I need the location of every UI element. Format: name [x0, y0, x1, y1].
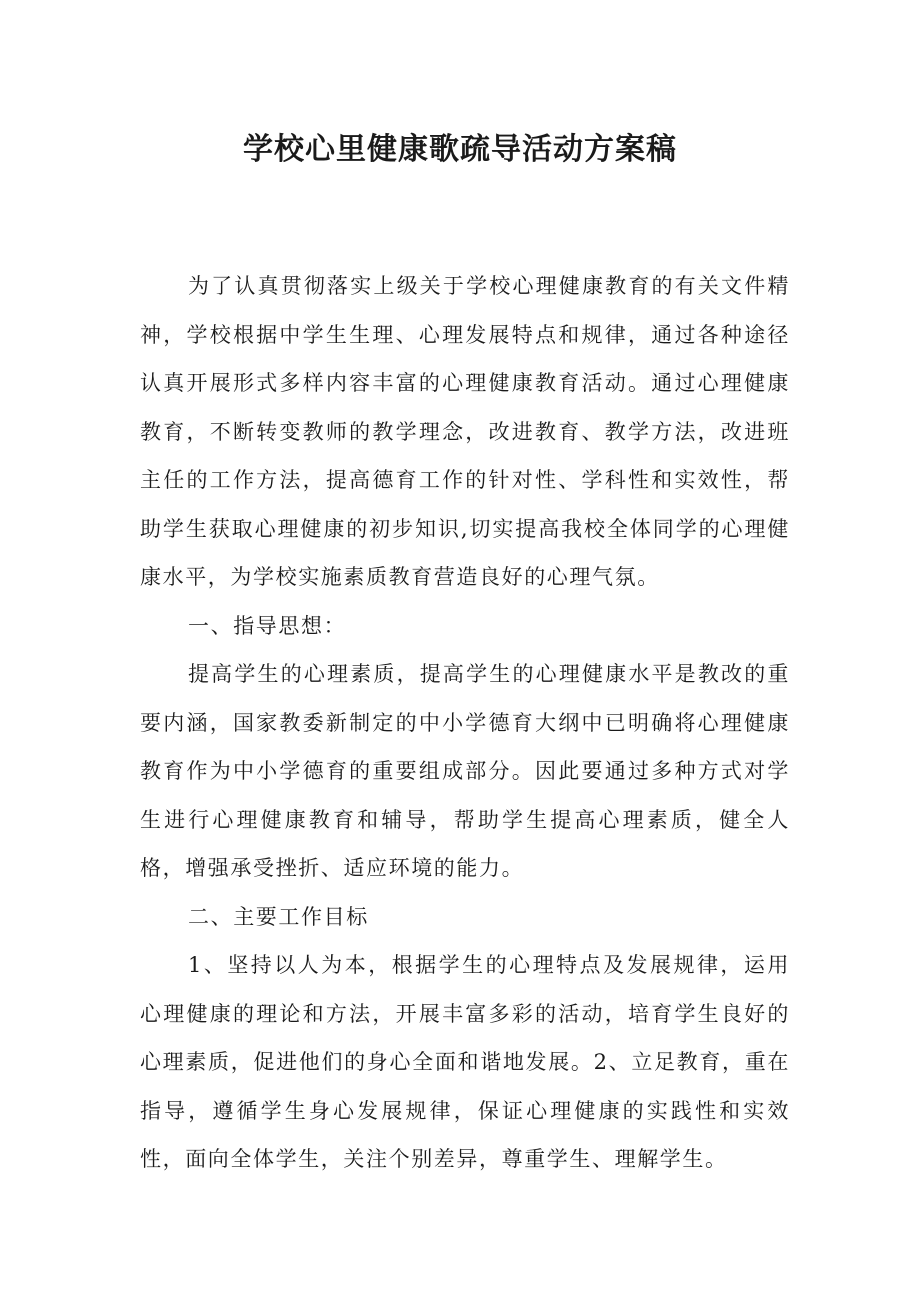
document-body: [140, 262, 790, 1184]
intro-paragraph: 为了认真贯彻落实上级关于学校心理健康教育的有关文件精神，学校根据中学生生理、心理发展特点和规律，通过各种途径认真开展形式多样内容丰富的心理健康教育活动。通过心理健康教育，不断转变教师的教学理念，改进教育、教学方法，改进班主任的工作方法，提高德育工作的针对性、学科性和实效性，帮助学生获取心理健康的初步知识,切实提高我校全体同学的心理健康水平，为学校实施素质教育营造良好的心理气氛。: [140, 274, 790, 589]
main-goals-paragraph: 1、坚持以人为本，根据学生的心理特点及发展规律，运用心理健康的理论和方法，开展丰富多彩的活动，培育学生良好的心理素质，促进他们的身心全面和谐地发展。2、立足教育，重在指导，遵循学生身心发展规律，保证心理健康的实践性和实效性，面向全体学生，关注个别差异，尊重学生、理解学生。: [140, 953, 790, 1171]
guiding-thought-paragraph: 提高学生的心理素质，提高学生的心理健康水平是教改的重要内涵，国家教委新制定的中小学德育大纲中已明确将心理健康教育作为中小学德育的重要组成部分。因此要通过多种方式对学生进行心理健康教育和辅导，帮助学生提高心理素质，健全人格，增强承受挫折、适应环境的能力。: [140, 662, 790, 880]
section-heading-guiding-thought: 一、指导思想：: [188, 613, 347, 638]
section-heading-main-goals: 二、主要工作目标: [188, 904, 369, 929]
document-title: 学校心里健康歌疏导活动方案稿: [243, 132, 677, 167]
